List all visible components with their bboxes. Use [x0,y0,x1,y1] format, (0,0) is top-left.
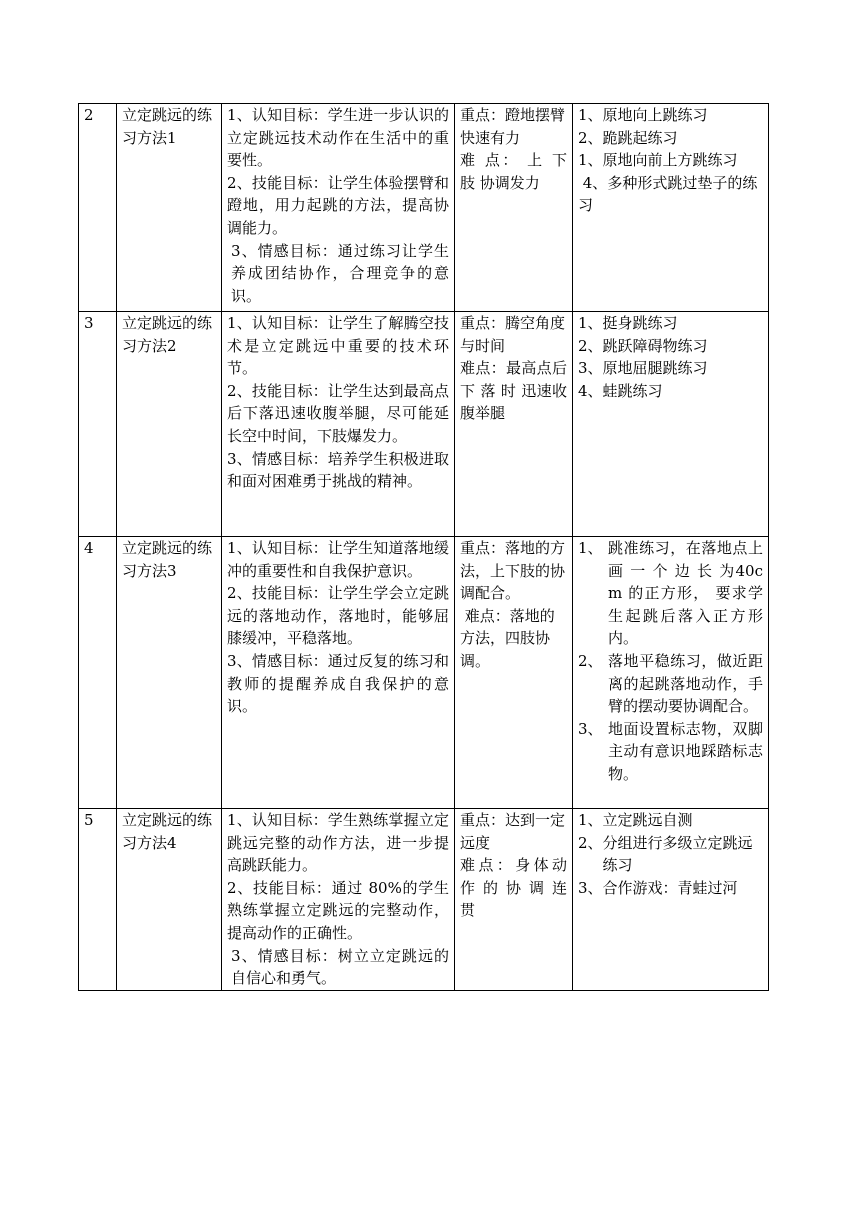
lesson-title: 立定跳远的练习方法3 [117,537,222,809]
method-item: 1、 原地向上跳练习 [578,106,708,124]
lesson-plan-table [78,103,769,991]
goals-cell [222,312,455,537]
method-item: 1、 挺身跳练习 [578,314,678,332]
goal-affective: 3、情感目标：通过练习让学生养成团结协作，合理竞争的意识。 [231,241,449,305]
key-points-cell [455,537,573,809]
method-item: 2、 跳跃障碍物练习 [578,336,708,355]
method-item: 3、 合作游戏：青蛙过河 [578,878,738,897]
method-item: 1、 跳准练习，在落地点上 画 一 个 边 长 为40cm 的正方形， 要求学生起跳后落入正方形内。 [578,539,763,648]
key-points-cell [455,104,573,312]
methods-cell [573,809,769,991]
method-item: 2、 落地平稳练习，做近距离的起跳落地动作，手臂的摆动要协调配合。 [578,651,763,716]
method-item: 1、 立定跳远自测 [578,811,693,829]
lesson-number: 5 [79,809,117,991]
method-item: 2、 跪跳起练习 [578,128,678,147]
goal-cognitive: 1、认知目标：让学生知道落地缓冲的重要性和自我保护意识。 [227,539,449,580]
method-item: 4、多种形式跳过垫子的练习 [578,173,758,215]
key-point: 重点：达到一定远度 [460,811,566,852]
methods-cell [573,537,769,809]
table-row [79,809,769,991]
difficulty-point: 难点：落地的方法，四肢协调。 [460,606,555,670]
goal-cognitive: 1、认知目标：让学生了解腾空技术是立定跳远中重要的技术环节。 [227,314,449,378]
method-item: 3、 地面设置标志物，双脚主动有意识地踩踏标志物。 [578,719,763,783]
goal-skill: 2、技能目标：通过 80%的学生熟练掌握立定跳远的完整动作，提高动作的正确性。 [227,878,449,942]
goals-cell [222,809,455,991]
key-points-cell [455,809,573,991]
key-points-cell [455,312,573,537]
method-item: 2、 分组进行多级立定跳远练习 [578,833,753,875]
lesson-title: 立定跳远的练习方法1 [117,104,222,312]
lesson-number: 2 [79,104,117,312]
method-item: 3、 原地屈腿跳练习 [578,359,708,378]
methods-cell [573,104,769,312]
goal-skill: 2、技能目标：让学生体验摆臂和蹬地，用力起跳的方法，提高协调能力。 [227,173,449,237]
methods-cell [573,312,769,537]
method-item: 4、 蛙跳练习 [578,381,663,400]
goal-skill: 2、技能目标：让学生学会立定跳远的落地动作，落地时，能够屈膝缓冲，平稳落地。 [227,584,449,648]
difficulty-point: 难点：最高点后 下 落 时 迅速收腹举腿 [460,359,567,423]
goals-cell [222,537,455,809]
lesson-title: 立定跳远的练习方法2 [117,312,222,537]
table-row [79,104,769,312]
key-point: 重点：蹬地摆臂快速有力 [460,106,566,147]
goal-affective: 3、情感目标：培养学生积极进取和面对困难勇于挑战的精神。 [227,449,449,491]
goal-cognitive: 1、认知目标：学生进一步认识的立定跳远技术动作在生活中的重要性。 [227,106,449,170]
goal-cognitive: 1、认知目标：学生熟练掌握立定跳远完整的动作方法，进一步提高跳跃能力。 [227,811,449,875]
lesson-number: 4 [79,537,117,809]
goal-skill: 2、技能目标：让学生达到最高点后下落迅速收腹举腿，尽可能延长空中时间，下肢爆发力。 [227,381,449,445]
key-point: 重点：腾空角度与时间 [460,314,566,355]
difficulty-point: 难 点： 上 下 肢 协调发力 [460,151,567,192]
lesson-number: 3 [79,312,117,537]
key-point: 重点：落地的方法，上下肢的协调配合。 [460,539,566,603]
method-item: 1、 原地向前上方跳练习 [578,151,738,170]
goals-cell [222,104,455,312]
table-row [79,537,769,809]
goal-affective: 3、情感目标：树立立定跳远的自信心和勇气。 [231,946,449,988]
goal-affective: 3、情感目标：通过反复的练习和教师的提醒养成自我保护的意识。 [227,651,449,716]
table-row [79,312,769,537]
difficulty-point: 难点：身体动 作 的 协 调 连贯 [460,856,567,920]
lesson-title: 立定跳远的练习方法4 [117,809,222,991]
